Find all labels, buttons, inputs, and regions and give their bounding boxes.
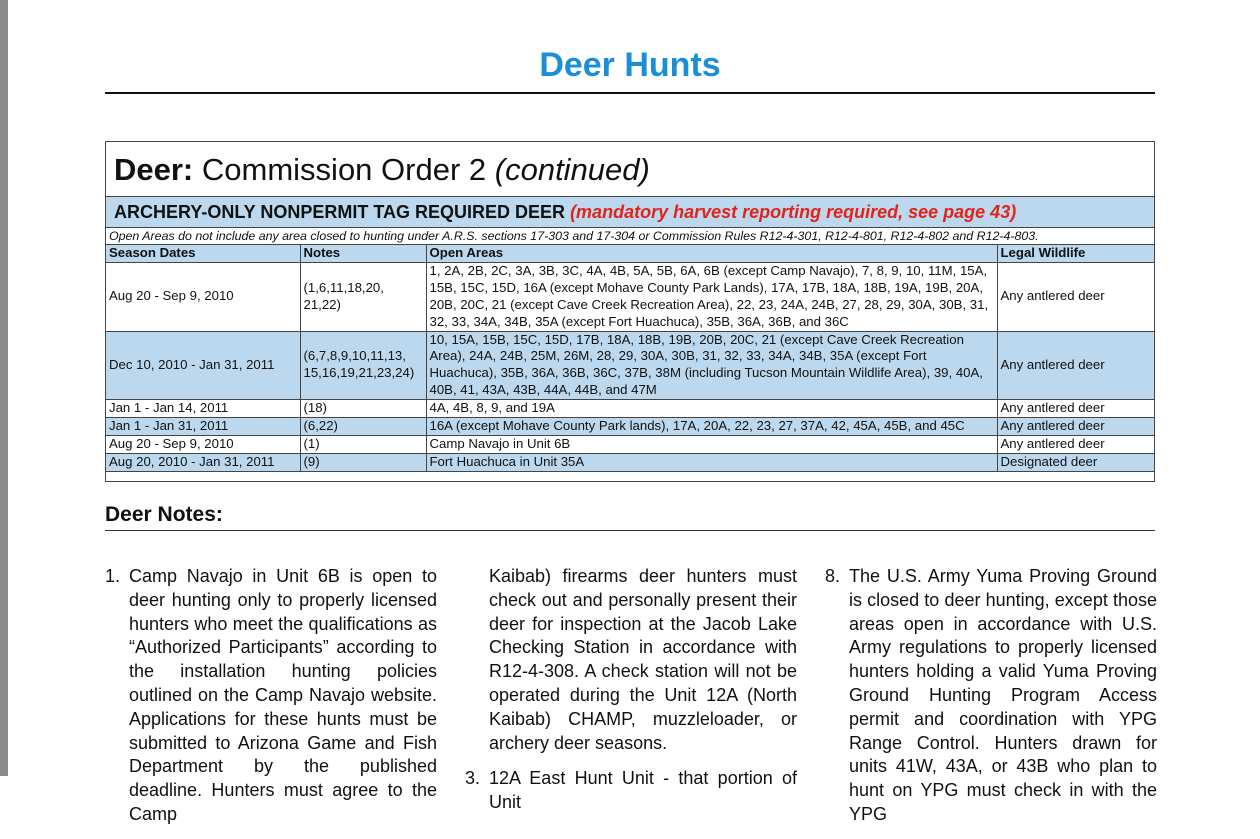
season-dates-cell: Dec 10, 2010 - Jan 31, 2011	[106, 331, 300, 400]
column-header-notes: Notes	[300, 245, 426, 262]
deer-hunts-table	[106, 245, 1154, 472]
season-dates-cell: Aug 20 - Sep 9, 2010	[106, 262, 300, 331]
open-areas-note: Open Areas do not include any area closed to hunting under A.R.S. sections 17-303 and 17-304 or Commission Rules R12-4-301, R12-4-801, R12-4-802 and R12-4-803.	[106, 228, 1154, 245]
list-item	[825, 565, 1157, 827]
notes-divider	[105, 530, 1155, 531]
note-text: The U.S. Army Yuma Proving Ground is closed to deer hunting, except those areas open in accordance with U.S. Army regulations to properly licensed hunters holding a valid Yuma Proving Ground Hunting Program Access permit and coordination with YPG Range Control. Hunters drawn for units 41W, 43A, or 43B who plan to hunt on YPG must check in with the YPG	[849, 566, 1157, 824]
table-row	[106, 262, 1154, 331]
note-continuation: Kaibab) firearms deer hunters must check out and personally present their deer for inspection at the Jacob Lake Checking Station in accordance with R12-4-308. A check station will not be operated during the Unit 12A (North Kaibab) CHAMP, muzzleloader, or archery deer seasons.	[489, 566, 797, 753]
notes-cell: (6,7,8,9,10,11,13, 15,16,19,21,23,24)	[300, 331, 426, 400]
note-text: 12A East Hunt Unit - that portion of Unit	[489, 768, 797, 813]
section-title: ARCHERY-ONLY NONPERMIT TAG REQUIRED DEER	[114, 202, 566, 222]
note-text: Camp Navajo in Unit 6B is open to deer hunting only to properly licensed hunters who meet the qualifications as “Authorized Participants” according to the installation hunting policies outlined on the Camp Navajo website. Applications for these hunts must be submitted to Arizona Game and Fish Department by the published deadline. Hunters must agree to the Camp	[129, 566, 437, 824]
open-areas-cell: 1, 2A, 2B, 2C, 3A, 3B, 3C, 4A, 4B, 5A, 5B, 6A, 6B (except Camp Navajo), 7, 8, 9, 10, 11M, 15A, 15B, 15C, 15D, 16A (except Mohave County Park Lands), 17A, 17B, 18A, 18B, 19A, 19B, 20A, 20B, 20C, 21 (except Cave Creek Recreation Area), 22, 23, 24A, 24B, 27, 28, 29, 30A, 30B, 31, 32, 33, 34A, 34B, 35A (except Fort Huachuca), 35B, 36A, 36B, and 36C	[426, 262, 997, 331]
table-row	[106, 400, 1154, 418]
notes-cell: (1)	[300, 435, 426, 453]
notes-column-3	[825, 565, 1157, 839]
note-number: 3.	[465, 768, 481, 789]
legal-wildlife-cell: Any antlered deer	[997, 400, 1154, 418]
season-dates-cell: Jan 1 - Jan 31, 2011	[106, 418, 300, 436]
notes-column-1	[105, 565, 437, 839]
season-dates-cell: Jan 1 - Jan 14, 2011	[106, 400, 300, 418]
notes-cell: (6,22)	[300, 418, 426, 436]
page-title: Deer Hunts	[539, 46, 721, 84]
legal-wildlife-cell: Any antlered deer	[997, 435, 1154, 453]
legal-wildlife-cell: Any antlered deer	[997, 418, 1154, 436]
open-areas-cell: 4A, 4B, 8, 9, and 19A	[426, 400, 997, 418]
table-row	[106, 331, 1154, 400]
harvest-reporting-note: (mandatory harvest reporting required, see page 43)	[570, 202, 1017, 222]
section-heading	[106, 196, 1154, 228]
table-header-row	[106, 245, 1154, 262]
order-name: Commission Order 2	[201, 152, 487, 187]
list-item	[105, 565, 437, 827]
commission-order-box	[105, 141, 1155, 482]
notes-cell: (18)	[300, 400, 426, 418]
open-areas-cell: Camp Navajo in Unit 6B	[426, 435, 997, 453]
notes-cell: (1,6,11,18,20, 21,22)	[300, 262, 426, 331]
list-item	[465, 767, 797, 815]
column-header-legal-wildlife: Legal Wildlife	[997, 245, 1154, 262]
note-number: 8.	[825, 566, 841, 586]
open-areas-cell: 10, 15A, 15B, 15C, 15D, 17B, 18A, 18B, 19B, 20B, 20C, 21 (except Cave Creek Recreation Area), 24A, 24B, 25M, 26M, 28, 29, 30A, 30B, 31, 32, 33, 34A, 34B, 35A (except Fort Huachuca), 35B, 36A, 36B, 36C, 37B, 38M (including Tucson Mountain Wildlife Area), 39, 40A, 40B, 41, 43A, 43B, 44A, 44B, and 47M	[426, 331, 997, 400]
title-divider	[105, 92, 1155, 94]
order-suffix: (continued)	[494, 152, 650, 187]
page-edge-bar	[0, 0, 8, 776]
open-areas-cell: 16A (except Mohave County Park lands), 17A, 20A, 22, 23, 27, 37A, 42, 45A, 45B, and 45C	[426, 418, 997, 436]
table-row	[106, 435, 1154, 453]
notes-cell: (9)	[300, 453, 426, 471]
open-areas-cell: Fort Huachuca in Unit 35A	[426, 453, 997, 471]
table-row	[106, 418, 1154, 436]
order-label: Deer:	[114, 152, 194, 187]
legal-wildlife-cell: Any antlered deer	[997, 331, 1154, 400]
column-header-open-areas: Open Areas	[426, 245, 997, 262]
table-row	[106, 453, 1154, 471]
note-number: 1.	[105, 566, 121, 586]
legal-wildlife-cell: Any antlered deer	[997, 262, 1154, 331]
season-dates-cell: Aug 20 - Sep 9, 2010	[106, 435, 300, 453]
deer-notes-heading: Deer Notes:	[105, 503, 223, 526]
column-header-season-dates: Season Dates	[106, 245, 300, 262]
notes-column-2	[465, 565, 797, 827]
order-heading	[106, 142, 1154, 196]
season-dates-cell: Aug 20, 2010 - Jan 31, 2011	[106, 453, 300, 471]
legal-wildlife-cell: Designated deer	[997, 453, 1154, 471]
